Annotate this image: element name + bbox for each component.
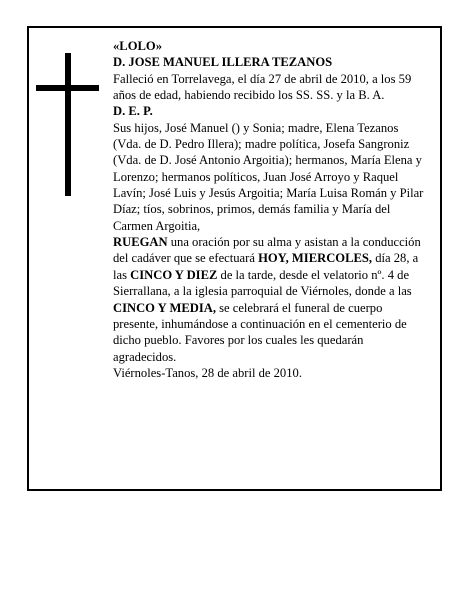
request-time-2: CINCO Y MEDIA, — [113, 300, 216, 315]
rip-abbreviation: D. E. P. — [113, 104, 153, 119]
obituary-text — [113, 38, 425, 381]
family-list: Sus hijos, José Manuel () y Sonia; madre, Elena Tezanos (Vda. de D. Pedro Illera); madre política, Josefa Sangroniz (Vda. de D. José Antonio Argoitia); hermanos, María Elena y Lorenzo; hermanos políticos, Juan José Arroyo y Raquel Lavín; José Luis y Jesús Argoitia; María Luisa Román y Pilar Díaz; tíos, sobrinos, primos, demás familia y María del Carmen Argoitia, — [113, 120, 424, 233]
request-text-3: de la tarde, desde el velatorio nº. 4 de Sierrallana, a la iglesia parroquial de Viérnoles, donde a las — [113, 267, 412, 299]
nickname: «LOLO» — [113, 39, 162, 53]
request-verb: RUEGAN — [113, 235, 168, 250]
request-text-4: se celebrará el funeral de cuerpo presente, inhumándose a continuación en el cementerio de dicho pueblo. Favores por los cuales les quedarán agradecidos. — [113, 300, 407, 364]
cross-icon-vertical-bar — [65, 53, 71, 196]
cross-icon-horizontal-bar — [36, 85, 99, 91]
place-date: Viérnoles-Tanos, 28 de abril de 2010. — [113, 365, 302, 380]
funeral-request — [113, 234, 425, 365]
deceased-name: D. JOSE MANUEL ILLERA TEZANOS — [113, 55, 333, 70]
request-text-1: una oración por su alma y asistan a la conducción del cadáver que se efectuará — [113, 235, 421, 266]
death-statement: Falleció en Torrelavega, el día 27 de abril de 2010, a los 59 años de edad, habiendo recibido los SS. SS. y la B. A. — [113, 71, 412, 103]
request-day: HOY, MIERCOLES, — [258, 251, 373, 266]
request-time-1: CINCO Y DIEZ — [130, 267, 218, 282]
request-text-2: día 28, a las — [113, 251, 419, 282]
